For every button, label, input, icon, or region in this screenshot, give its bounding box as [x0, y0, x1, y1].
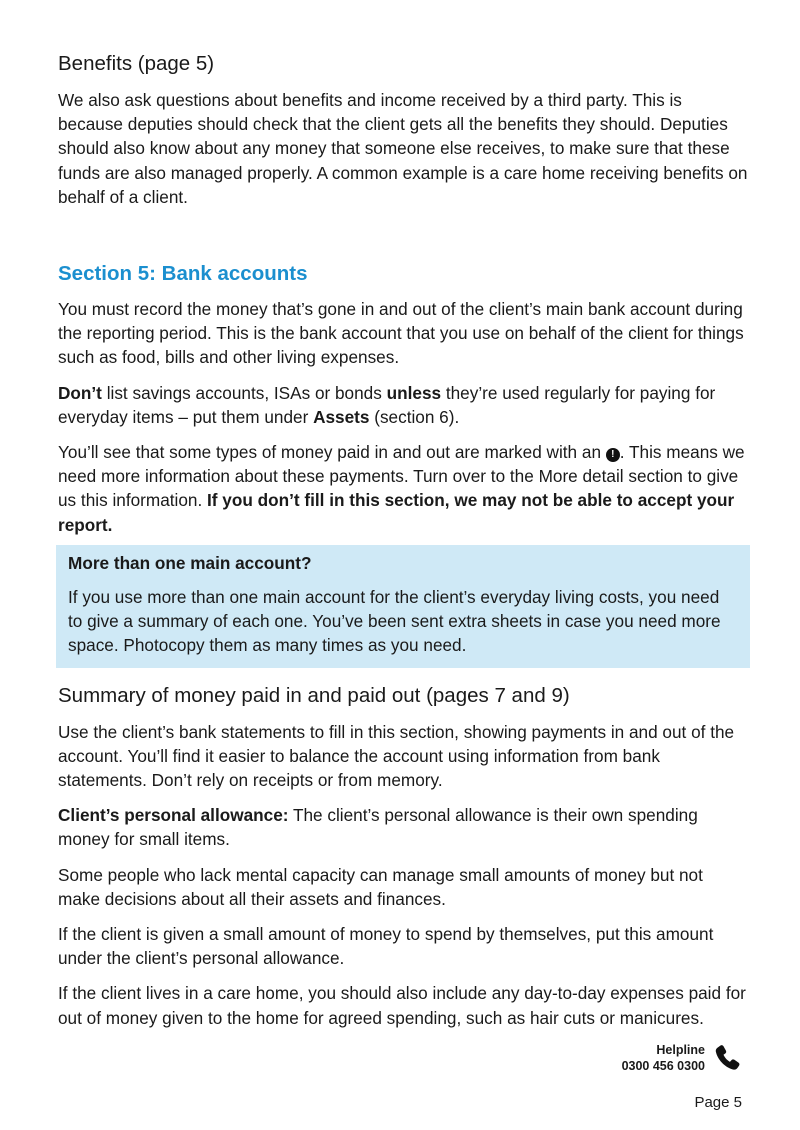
warning-bold: If you don’t fill in this section, we may not be able to accept your report.	[58, 490, 735, 535]
callout-body: If you use more than one main account for the client’s everyday living costs, you need to give a summary of each one. You’ve been sent extra sheets in case you need more space. Photocopy them as many times as you need.	[68, 587, 721, 656]
page-number: Page 5	[694, 1094, 742, 1111]
summary-paragraph-4: If the client is given a small amount of money to spend by themselves, put this amount under the client’s personal allowance.	[58, 924, 714, 969]
helpline-number: 0300 456 0300	[621, 1059, 705, 1073]
summary-paragraph-5: If the client lives in a care home, you should also include any day-to-day expenses paid for out of money given to the home for agreed spending, such as hair cuts or manicures.	[58, 983, 746, 1028]
info-icon: !	[606, 448, 620, 462]
callout-title: More than one main account?	[68, 552, 312, 573]
personal-allowance-paragraph: Client’s personal allowance: The client’s personal allowance is their own spending money for small items.	[58, 805, 698, 850]
callout-box	[56, 545, 750, 668]
section-5-heading: Section 5: Bank accounts	[58, 262, 308, 286]
savings-accounts-paragraph: Don’t list savings accounts, ISAs or bonds unless they’re used regularly for paying for everyday items – put them under Assets (section 6).	[58, 382, 716, 427]
summary-heading: Summary of money paid in and paid out (pages 7 and 9)	[58, 683, 570, 707]
phone-icon	[712, 1042, 744, 1074]
page-content	[58, 50, 748, 1041]
benefits-heading: Benefits (page 5)	[58, 52, 215, 75]
personal-allowance-label: Client’s personal allowance:	[58, 805, 289, 826]
helpline-label: Helpline	[656, 1043, 705, 1057]
bank-accounts-intro: You must record the money that’s gone in and out of the client’s main bank account during the reporting period. This is the bank account that you use on behalf of the client for things such as food, bills and other living expenses.	[58, 299, 744, 368]
assets-bold: Assets	[313, 406, 370, 427]
unless-bold: unless	[386, 382, 442, 403]
dont-bold: Don’t	[58, 382, 102, 403]
more-detail-paragraph: You’ll see that some types of money paid in and out are marked with an ! . This means we need more information about these payments. Turn over to the More detail section to give us this information. If you don’t fill in this section, we may not be able to accept your report.	[58, 442, 745, 535]
summary-paragraph-3: Some people who lack mental capacity can manage small amounts of money but not make decisions about all their assets and finances.	[58, 864, 703, 909]
benefits-paragraph: We also ask questions about benefits and income received by a third party. This is because deputies should check that the client gets all the benefits they should. Deputies should also know about any money that someone else receives, to make sure that these funds are also managed properly. A common example is a care home receiving benefits on behalf of a client.	[58, 90, 748, 207]
helpline	[622, 1042, 705, 1074]
summary-paragraph-1: Use the client’s bank statements to fill in this section, showing payments in and out of the account. You’ll find it easier to balance the account using information from bank statements. Don’t rely on receipts or from memory.	[58, 721, 735, 791]
